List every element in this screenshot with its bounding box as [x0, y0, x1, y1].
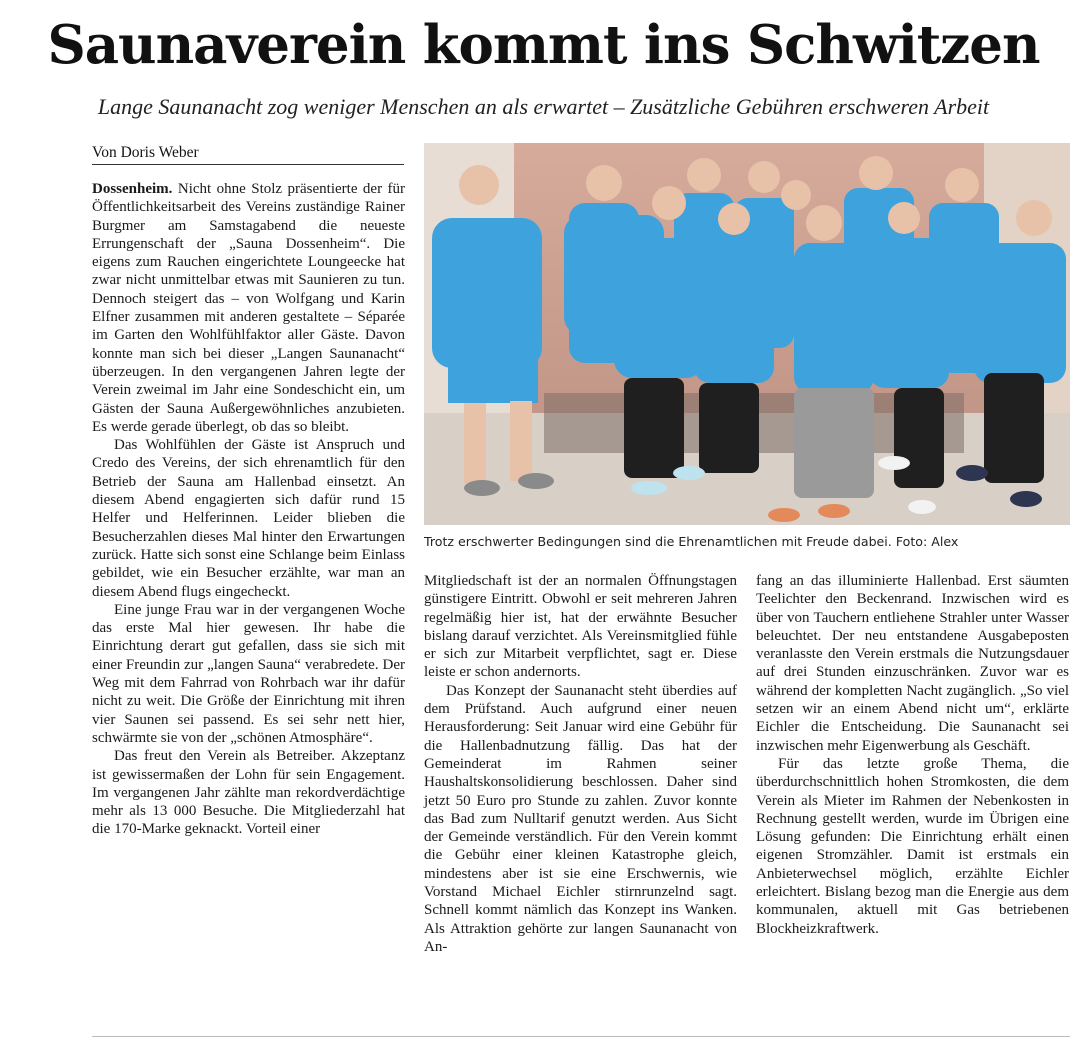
headline: Saunaverein kommt ins Schwitzen [47, 14, 1040, 76]
byline: Von Doris Weber [92, 143, 404, 165]
article-column-1 [92, 180, 405, 839]
paragraph [92, 180, 405, 436]
article-column-2 [424, 572, 737, 956]
photo-caption [424, 533, 1070, 551]
volunteers-photo-illustration [424, 143, 1070, 525]
paragraph: Das Wohlfühlen der Gäste ist Anspruch und Credo des Vereins, der sich ehrenamtlich für den Betrieb der Sauna am Hallenbad einsetzt. An diesem Abend engagierten sich dafür rund 15 Helfer und Helferinnen. Leider blieben die Besucherzahlen dieses Mal hinter den Erwartungen zurück. Hatte sich sonst eine Schlange beim Einlass gebildet, wie ein Besucher erzählte, war man an diesem Abend flugs eingecheckt. [92, 437, 405, 600]
paragraph: Das Konzept der Saunanacht steht überdies auf dem Prüfstand. Auch aufgrund einer neuen Herausforderung: Seit Januar wird eine Gebühr für die Hallenbadnutzung fällig. Das hat der Gemeinderat im Rahmen seiner Haushaltskonsolidierung beschlossen. Daher sind jetzt 50 Euro pro Stunde zu zahlen. Zuvor konnte das Bad zum Nulltarif genutzt werden. Aus Sicht der Gemeinde verständlich. Für den Verein kommt die Gebühr einer kleinen Katastrophe gleich, mindestens aber ist sie eine Erschwernis, wie Vorstand Michael Eichler stirnrunzelnd sagt. Schnell kommt nämlich das Konzept ins Wanken. Als Attraktion gehörte zur langen Saunanacht von An- [424, 682, 737, 955]
caption-text: Trotz erschwerter Bedingungen sind die Ehrenamtlichen mit Freude dabei. [424, 534, 892, 549]
paragraph: fang an das illuminierte Hallenbad. Erst säumten Teelichter den Beckenrand. Inzwischen wird es über von Tauchern entliehene Strahler unter Wasser beleuchtet. Der neu entstandene Ausgabeposten veranlasste den Verein erstmals die Nutzungsdauer auf drei Stunden einzuschränken. Zuvor war es während der kompletten Nacht zugänglich. „So viel setzen wir an einem Abend nicht um“, erklärte Eichler die Entscheidung. Die Saunanacht sei inzwischen mehr Eigenwerbung als Geschäft. [756, 573, 1069, 754]
paragraph: Für das letzte große Thema, die überdurchschnittlich hohen Stromkosten, die dem Verein als Mieter im Rahmen der Nebenkosten in Rechnung gestellt werden, wurde im Übrigen eine Lösung gefunden: Die Einrichtung erhält einen eigenen Stromzähler. Damit ist erstmals ein Anbieterwechsel möglich, erzählte Eichler erleichtert. Bislang bezog man die Energie aus dem kommunalen, aktuell mit Gas betriebenen Blockheizkraftwerk. [756, 755, 1069, 937]
article-column-3 [756, 572, 1069, 938]
bottom-rule [92, 1036, 1070, 1037]
photo-credit: Foto: Alex [895, 534, 959, 549]
paragraph: Eine junge Frau war in der vergangenen Woche das erste Mal hier gewesen. Ihr habe die Einrichtung derart gut gefallen, dass sie sich mit einer Freundin zur „langen Sauna“ verabredete. Der Weg mit dem Fahrrad von Rohrbach war ihr dafür nicht zu weit. Die Größe der Einrichtung mit ihren vier Saunen sei passend. Es sei sehr nett hier, schwärmte sie von der „schönen Atmosphäre“. [92, 601, 405, 746]
paragraph: Das freut den Verein als Betreiber. Akzeptanz ist gewissermaßen der Lohn für sein Engagement. Im vergangenen Jahr zählte man rekordverdächtige mehr als 13 000 Besuche. Die Mitgliederzahl hat die 170-Marke geknackt. Vorteil einer [92, 748, 405, 838]
dateline: Dossenheim. [92, 181, 173, 197]
subheadline: Lange Saunanacht zog weniger Menschen an als erwartet – Zusätzliche Gebühren erschweren Arbeit [97, 94, 990, 119]
paragraph-text: Nicht ohne Stolz präsentierte der für Öffentlichkeitsarbeit des Vereins zuständige Rainer Burgmer am Samstagabend die neueste Errungenschaft der „Sauna Dossenheim“. Die eigens zum Rauchen eingerichtete Loungeecke hat zwar nicht unmittelbar etwas mit Saunieren zu tun. Dennoch steigert das – von Wolfgang und Karin Elfner zusammen mit anderen gestaltete – Séparée im Garten den Wohlfühlfaktor aller Gäste. Davon konnte man sich bei dieser „Langen Saunanacht“ überzeugen. In den vergangenen Jahren legte der Verein zweimal im Jahr eine Sondeschicht ein, um Gästen der Sauna Außergewöhnliches anzubieten. Es werde gerade überlegt, ob das so bleibt. [92, 181, 406, 435]
paragraph: Mitgliedschaft ist der an normalen Öffnungstagen günstigere Eintritt. Obwohl er seit mehreren Jahren regelmäßig hier ist, hat der erwähnte Besucher bislang darauf verzichtet. Als Vereinsmitglied fühle er sich zur Mitarbeit verpflichtet, sagt er. Diese leiste er schon andernorts. [424, 573, 737, 681]
group-photo [424, 143, 1070, 525]
